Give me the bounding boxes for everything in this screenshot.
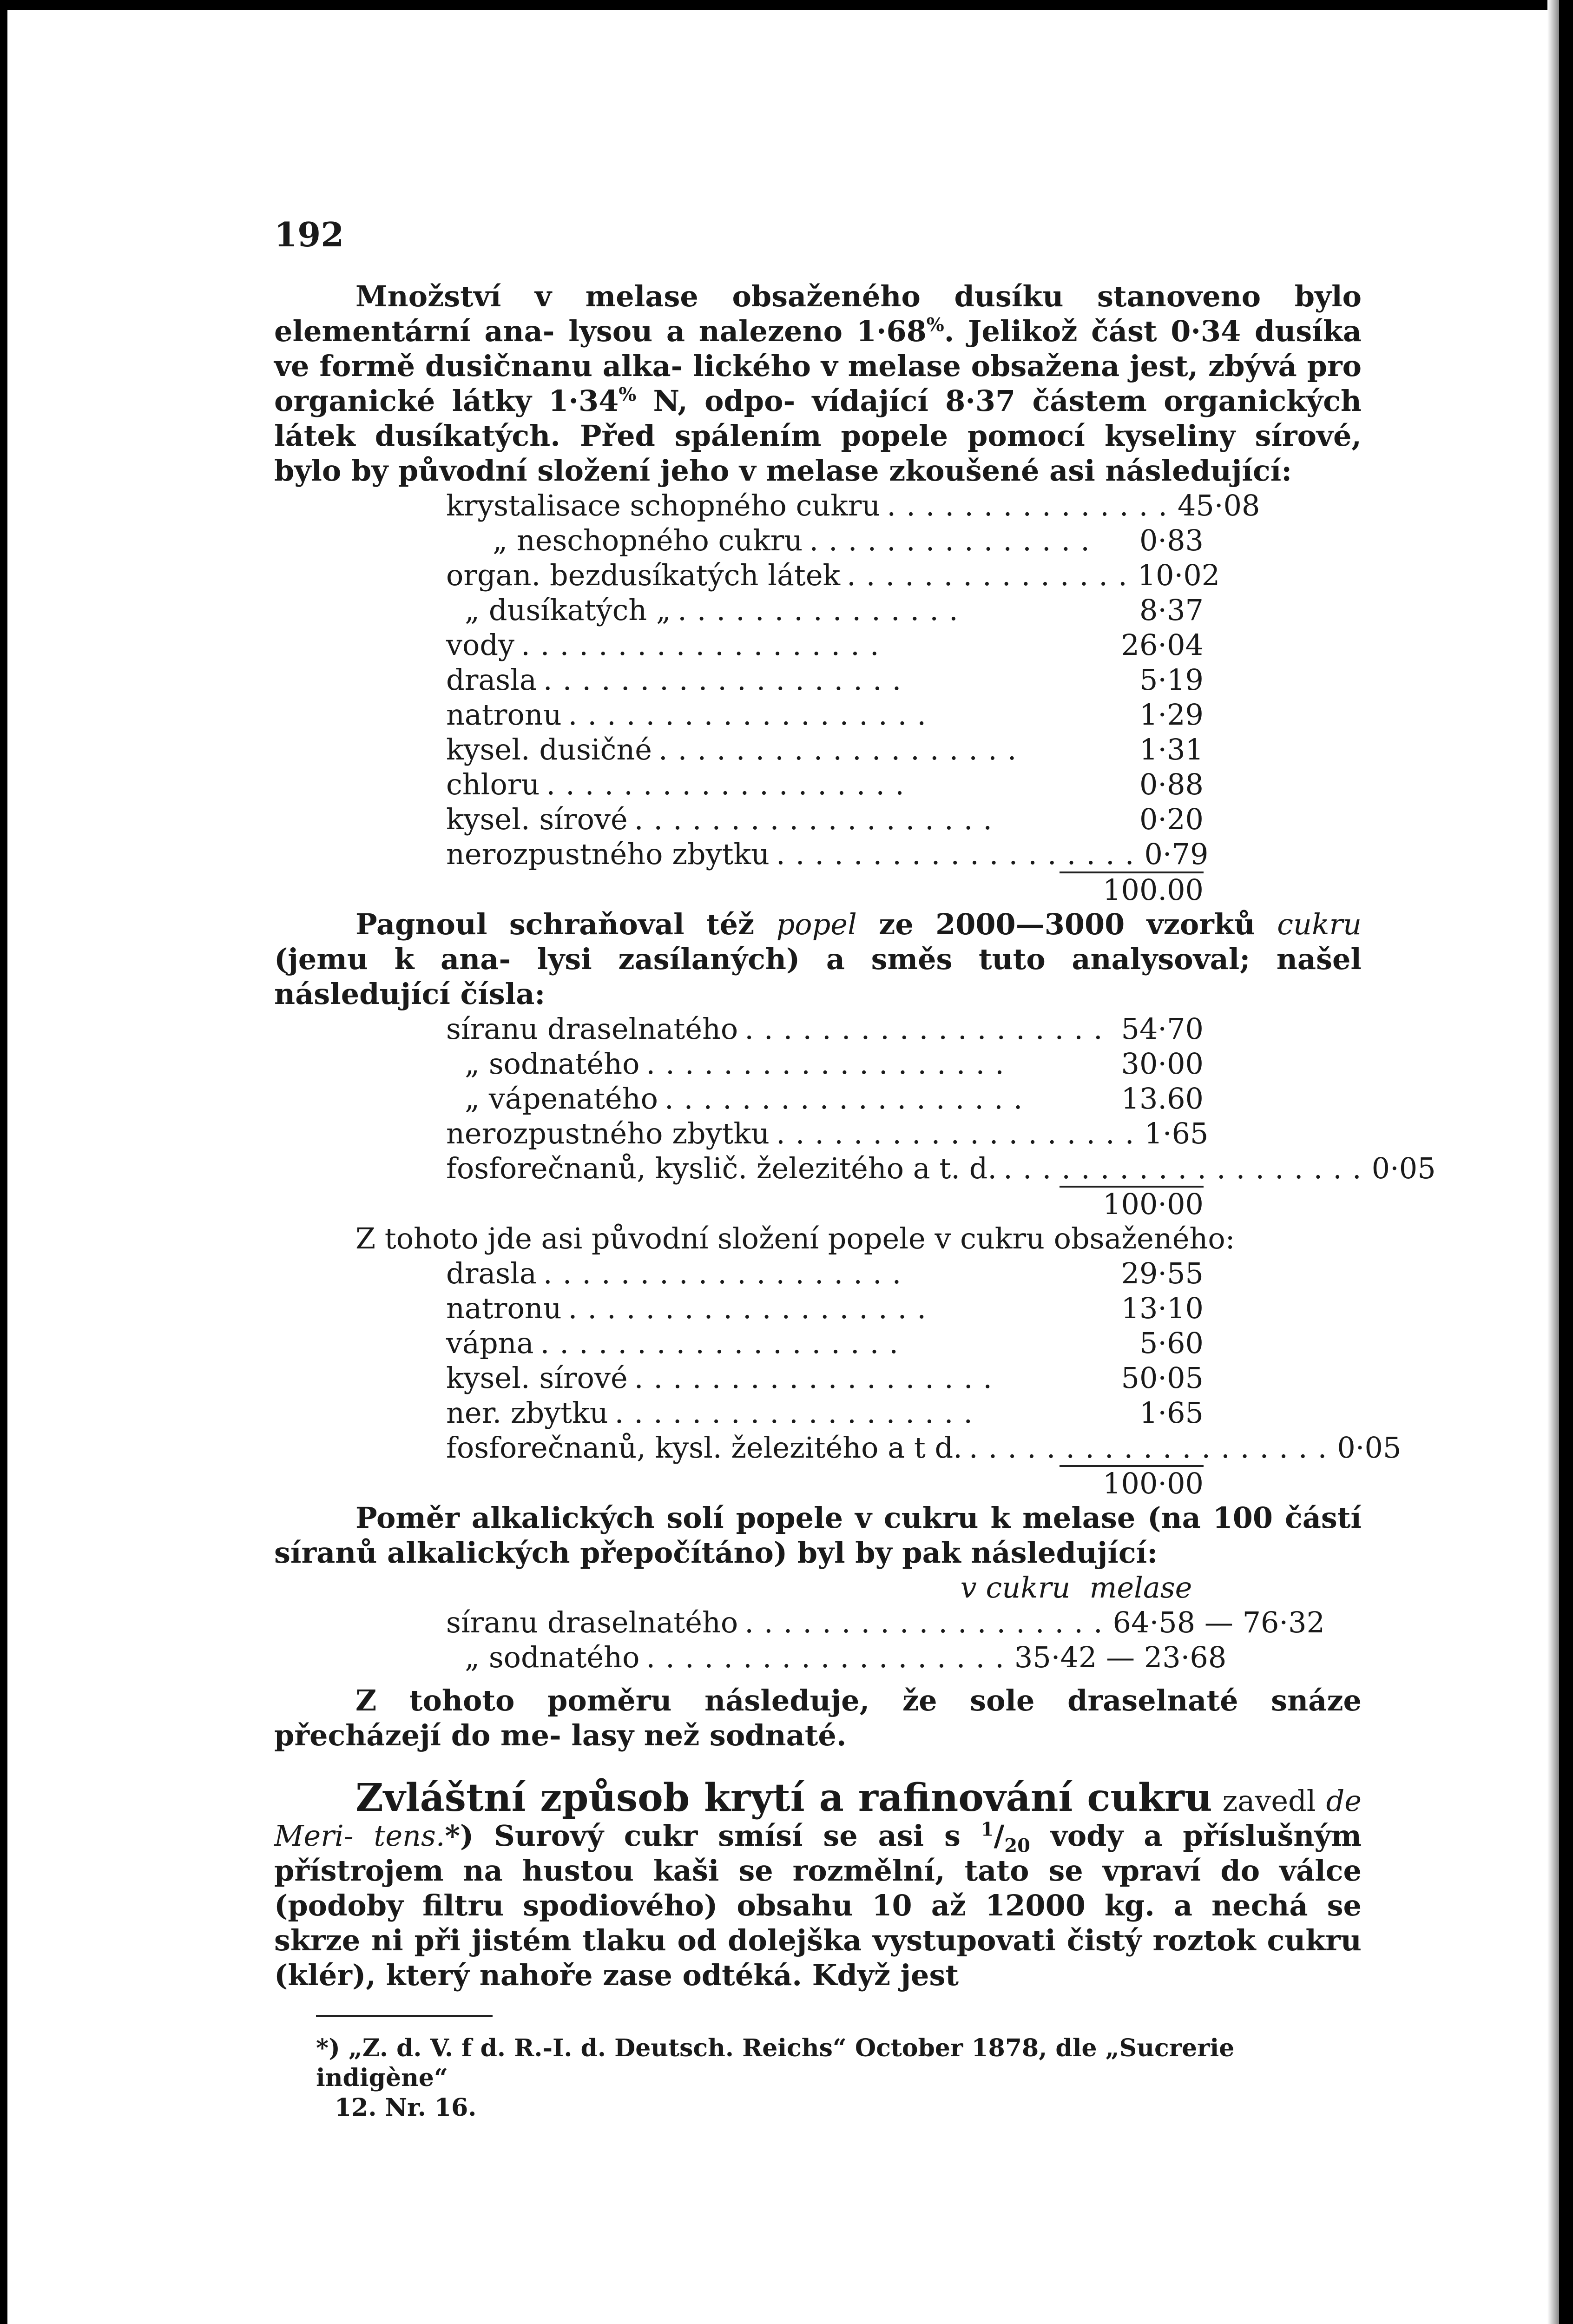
table-row: nerozpustného zbytku ................... 0·79 — [446, 837, 1209, 871]
intro-paragraph: Množství v melase obsaženého dusíku stanoveno bylo elementární ana- lysou a nalezeno 1·68%. Jelikož část 0·34 dusíka ve formě dusičnanu alka- lického v melase obsažena jest, zbývá pro organické látky 1·34% N, odpo- vídající 8·37 částem organických látek dusíkatých. Před spálením popele pomocí kyseliny sírové, bylo by původní složení jeho v melase zkoušené asi následující: — [274, 279, 1362, 488]
footnote-rule — [316, 2015, 493, 2017]
table-row: kysel. sírové ................... 50·05 — [446, 1361, 1204, 1395]
table-row: organ. bezdusíkatých látek ............... 10·02 — [446, 558, 1220, 592]
pagnoul-paragraph: Pagnoul schraňoval též popel ze 2000—3000 vzorků cukru (jemu k ana- lysi zasílaných) a směs tuto analysoval; našel následující čísla: — [274, 907, 1362, 1011]
scan-border-right — [1559, 0, 1573, 2324]
sugar-ash-table — [446, 1256, 1402, 1465]
footnote: *) „Z. d. V. f d. R.-I. d. Deutsch. Reichs“ October 1878, dle „Sucrerie indigène“ 12. Nr. 16. — [316, 2034, 1235, 2122]
table-row: drasla ................... 5·19 — [446, 663, 1204, 697]
table-row: „ sodnatého ................... 30·00 — [465, 1047, 1204, 1081]
page-number: 192 — [274, 215, 344, 254]
table-row: vápna ................... 5·60 — [446, 1326, 1204, 1360]
section-paragraph: Zvláštní způsob krytí a rafinování cukru zavedl de Meri- tens.*) Surový cukr smísí se asi s $^1/_{20}$ vody a příslušným přístrojem na hustou kaši se rozmělní, tato se vpraví do válce (podoby filtru spodiového) obsahu 10 až 12000 kg. a nechá se skrze ni při jistém tlaku od dolejška vystupovati čistý roztok cukru (klér), který nahoře zase odtéká. Když jest — [274, 1776, 1362, 1992]
table-total: 100·00 — [446, 1186, 1204, 1221]
ratio-column-headers — [446, 1570, 1204, 1605]
table-row: natronu ................... 13·10 — [446, 1291, 1204, 1325]
scan-border-left — [0, 0, 7, 2324]
column-melase: melase — [1089, 1571, 1192, 1604]
section-heading: Zvláštní způsob krytí a rafinování cukru — [355, 1776, 1212, 1820]
table-row: síranu draselnatého ................... 54·70 — [446, 1012, 1204, 1046]
footnote-reference: *) — [445, 1819, 474, 1853]
conclusion-paragraph: Z tohoto poměru následuje, že sole draselnaté snáze přecházejí do me- lasy než sodnaté. — [274, 1684, 1362, 1752]
page-edge-shadow — [1547, 0, 1559, 2324]
table-row: síranu draselnatého ................... 64·58 — 76·32 — [446, 1605, 1325, 1639]
table-row: vody ................... 26·04 — [446, 628, 1204, 662]
ash-composition-table — [446, 1011, 1436, 1186]
column-cukru: v cukru — [960, 1571, 1071, 1604]
table-row: kysel. sírové ................... 0·20 — [446, 802, 1204, 836]
table-row: „ neschopného cukru ............... 0·83 — [493, 523, 1204, 557]
table-row: natronu ................... 1·29 — [446, 698, 1204, 732]
table-row: „ vápenatého ................... 13.60 — [465, 1082, 1204, 1116]
table-row: krystalisace schopného cukru ............... 45·08 — [446, 489, 1260, 522]
table-total: 100·00 — [446, 1465, 1204, 1500]
table-row: „ dusíkatých „ ............... 8·37 — [465, 593, 1204, 627]
table-row: fosforečnanů, kysl. železitého a t d. ................... 0·05 — [446, 1431, 1402, 1465]
table-row: ner. zbytku ................... 1·65 — [446, 1396, 1204, 1430]
composition-intro: Z tohoto jde asi původní složení popele v cukru obsaženého: — [355, 1221, 1235, 1255]
table-row: chloru ................... 0·88 — [446, 767, 1204, 801]
ratio-paragraph: Poměr alkalických solí popele v cukru k melase (na 100 částí síranů alkalických přepočítáno) byl by pak následující: — [274, 1501, 1362, 1570]
table-row: „ sodnatého ................... 35·42 — 23·68 — [465, 1640, 1227, 1674]
table-row: nerozpustného zbytku ................... 1·65 — [446, 1116, 1209, 1150]
table-row: kysel. dusičné ................... 1·31 — [446, 733, 1204, 766]
table-total: 100.00 — [446, 872, 1204, 907]
ratio-table — [446, 1605, 1325, 1675]
melasse-composition-table — [446, 488, 1260, 872]
table-row: fosforečnanů, kyslič. železitého a t. d. ................... 0·05 — [446, 1151, 1436, 1185]
table-row: drasla ................... 29·55 — [446, 1256, 1204, 1290]
scan-border-top — [0, 0, 1573, 10]
page-body — [274, 279, 1436, 1993]
